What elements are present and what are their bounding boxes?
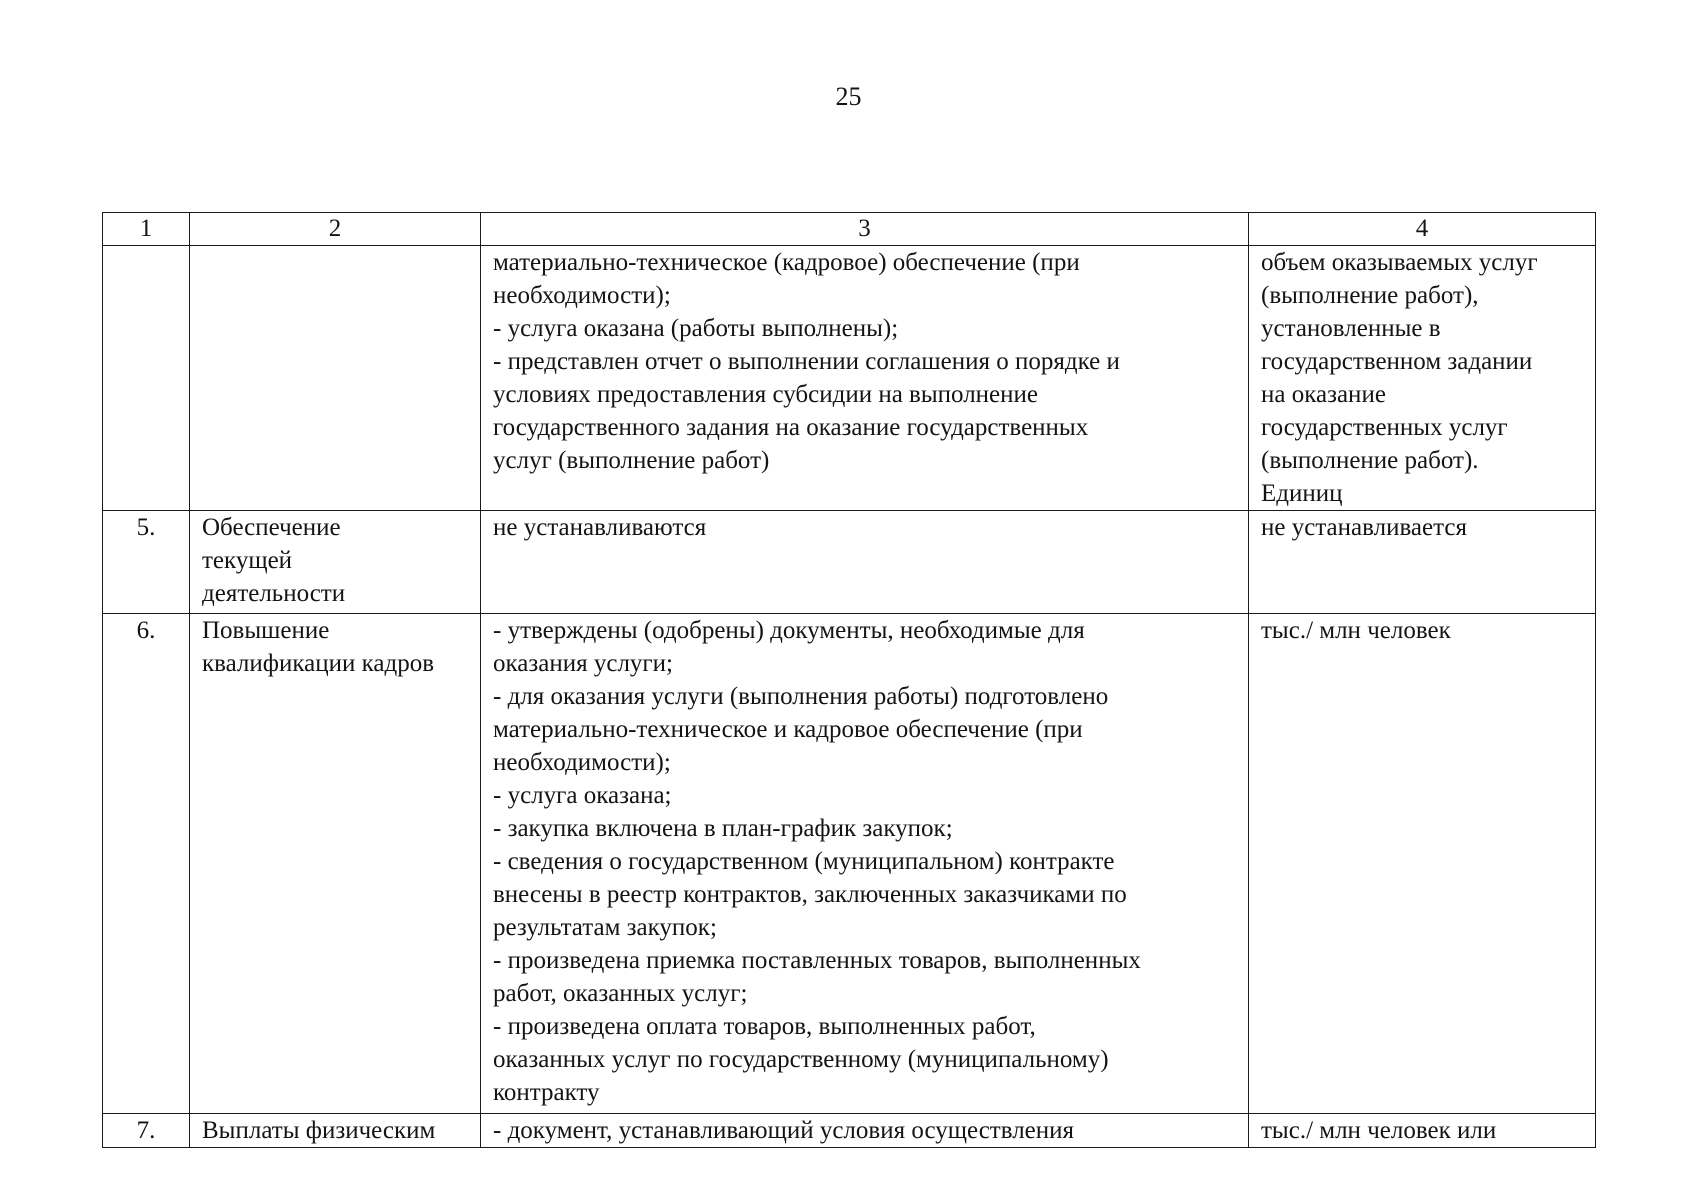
cell-text-line: - произведена оплата товаров, выполненных работ,: [493, 1013, 1036, 1040]
cell-text-line: - утверждены (одобрены) документы, необходимые для: [493, 617, 1085, 644]
cell-text-line: оказания услуги;: [493, 650, 673, 677]
cell-text-line: результатам закупок;: [493, 914, 717, 941]
cell-text-line: - произведена приемка поставленных товаров, выполненных: [493, 947, 1141, 974]
cell-text-line: объем оказываемых услуг: [1261, 249, 1538, 276]
cell-text-line: не устанавливаются: [493, 514, 707, 541]
cell-text-line: не устанавливается: [1261, 514, 1467, 541]
cell-text-line: Единиц: [1261, 480, 1343, 507]
cell-text-line: (выполнение работ),: [1261, 282, 1479, 309]
header-cell-2: 2: [190, 213, 481, 246]
row-number-cell: 6.: [103, 614, 190, 1114]
results-table: [102, 212, 1596, 1148]
cell-text-line: установленные в: [1261, 315, 1441, 342]
cell-text-line: необходимости);: [493, 282, 671, 309]
cell-text-line: условиях предоставления субсидии на выполнение: [493, 381, 1039, 408]
cell-text-line: оказанных услуг по государственному (муниципальному): [493, 1046, 1109, 1073]
row-number-cell: 7.: [103, 1114, 190, 1148]
row-number-cell: [103, 246, 190, 511]
cell-text-line: - закупка включена в план-график закупок;: [493, 815, 953, 842]
cell-text-line: услуг (выполнение работ): [493, 447, 770, 474]
row-name-cell: [190, 246, 481, 511]
cell-text-line: тыс./ млн человек или: [1261, 1117, 1497, 1144]
table-row: [103, 246, 1596, 511]
cell-text-line: - услуга оказана (работы выполнены);: [493, 315, 899, 342]
cell-text-line: материально-техническое и кадровое обеспечение (при: [493, 716, 1083, 743]
table-row: [103, 511, 1596, 614]
cell-text-line: Выплаты физическим: [202, 1117, 436, 1144]
cell-text-line: работ, оказанных услуг;: [493, 980, 748, 1007]
cell-text-line: необходимости);: [493, 749, 671, 776]
row-units-cell: [1249, 511, 1596, 614]
cell-text-line: текущей: [202, 547, 293, 574]
row-conditions-cell: [481, 246, 1249, 511]
cell-text-line: (выполнение работ).: [1261, 447, 1479, 474]
cell-text-line: государственных услуг: [1261, 414, 1508, 441]
row-conditions-cell: [481, 1114, 1249, 1148]
row-name-cell: [190, 614, 481, 1114]
row-units-cell: [1249, 1114, 1596, 1148]
cell-text-line: - представлен отчет о выполнении соглашения о порядке и: [493, 348, 1120, 375]
header-cell-3: 3: [481, 213, 1249, 246]
cell-text-line: квалификации кадров: [202, 650, 435, 677]
cell-text-line: деятельности: [202, 580, 346, 607]
header-cell-1: 1: [103, 213, 190, 246]
row-units-cell: [1249, 614, 1596, 1114]
page-number: 25: [835, 82, 862, 111]
cell-text-line: контракту: [493, 1079, 600, 1106]
header-cell-4: 4: [1249, 213, 1596, 246]
cell-text-line: внесены в реестр контрактов, заключенных заказчиками по: [493, 881, 1127, 908]
cell-text-line: Повышение: [202, 617, 330, 644]
table-row: [103, 1114, 1596, 1148]
table-header-row: [103, 213, 1596, 246]
row-units-cell: [1249, 246, 1596, 511]
cell-text-line: материально-техническое (кадровое) обеспечение (при: [493, 249, 1080, 276]
row-name-cell: [190, 511, 481, 614]
row-conditions-cell: [481, 511, 1249, 614]
row-conditions-cell: [481, 614, 1249, 1114]
cell-text-line: Обеспечение: [202, 514, 341, 541]
cell-text-line: - для оказания услуги (выполнения работы) подготовлено: [493, 683, 1109, 710]
table-row: [103, 614, 1596, 1114]
row-name-cell: [190, 1114, 481, 1148]
row-number-cell: 5.: [103, 511, 190, 614]
cell-text-line: - документ, устанавливающий условия осуществления: [493, 1117, 1075, 1144]
cell-text-line: государственного задания на оказание государственных: [493, 414, 1089, 441]
cell-text-line: - услуга оказана;: [493, 782, 672, 809]
cell-text-line: тыс./ млн человек: [1261, 617, 1451, 644]
cell-text-line: - сведения о государственном (муниципальном) контракте: [493, 848, 1115, 875]
cell-text-line: государственном задании: [1261, 348, 1533, 375]
cell-text-line: на оказание: [1261, 381, 1386, 408]
